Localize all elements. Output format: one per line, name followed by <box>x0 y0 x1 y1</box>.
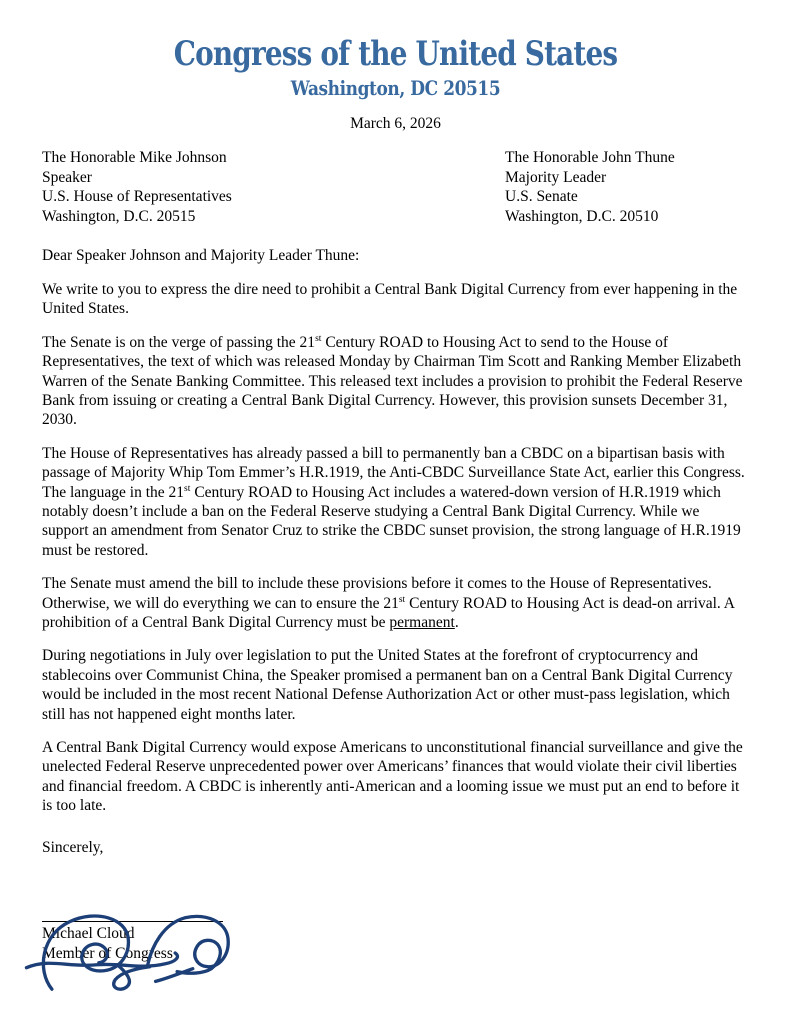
address-line: Speaker <box>42 168 92 186</box>
letterhead-title: Congress of the United States <box>173 34 618 74</box>
text-run: The House of Representatives has already passed a bill to permanently ban a CBDC on a bipartisan basis with passage of Majority Whip Tom Emmer’s H.R.1919, the Anti-CBDC Surveillance State Act, earlier this Congress. The language in the 21 <box>42 444 745 501</box>
text-run: st <box>398 593 406 605</box>
address-line: The Honorable Mike Johnson <box>42 149 227 167</box>
signer-name: Michael Cloud <box>42 925 135 943</box>
text-run: The Senate must amend the bill to include these provisions before it comes to the House of Representatives. Otherwise, we will do everything we can to ensure the 21 <box>42 575 712 612</box>
letter-date: March 6, 2026 <box>350 115 441 133</box>
address-line: Washington, D.C. 20510 <box>505 207 659 225</box>
text-run: During negotiations in July over legislation to put the United States at the forefront of cryptocurrency and stablecoins over Communist China, the Speaker promised a permanent ban on a Central Bank Digital Currency would be included in the most recent National Defense Authorization Act or other must-pass legislation, which still has not happened eight months later. <box>42 647 733 723</box>
recipients <box>42 148 749 226</box>
address-line: U.S. House of Representatives <box>42 188 232 206</box>
text-run: Century ROAD to Housing Act is dead-on arrival. A prohibition of a Central Bank Digital Currency must be <box>42 594 735 631</box>
text-run: We write to you to express the dire need to prohibit a Central Bank Digital Currency from ever happening in the United States. <box>42 280 738 318</box>
text-run: st <box>315 332 322 344</box>
signature-stroke <box>156 969 193 982</box>
address-line: Majority Leader <box>505 168 607 186</box>
text-run: Century ROAD to Housing Act to send to the House of Representatives, the text of which was released Monday by Chairman Tim Scott and Ranking Member Elizabeth Warren of the Senate Banking Committee. This released text includes a provision to prohibit the Federal Reserve Bank from issuing or creating a Central Bank Digital Currency. However, this provision sunsets December 31, 2030. <box>42 333 743 429</box>
letterhead-subtitle: Washington, DC 20515 <box>290 76 501 101</box>
recipient-block-house <box>42 148 505 226</box>
letter-paragraph <box>42 646 749 724</box>
closing: Sincerely, <box>42 838 104 856</box>
text-run: . <box>454 613 459 631</box>
signer-title: Member of Congress <box>42 944 173 962</box>
letter-paragraph <box>42 280 749 319</box>
text-run: Century ROAD to Housing Act includes a watered-down version of H.R.1919 which notably doesn’t include a ban on the Federal Reserve studying a Central Bank Digital Currency. While we support an amendment from Senator Cruz to strike the CBDC sunset provision, the strong language of H.R.1919 must be restored. <box>42 483 741 559</box>
text-run: st <box>184 482 191 494</box>
address-line: The Honorable John Thune <box>505 149 675 167</box>
signature-stroke <box>114 965 150 989</box>
letter-paragraph <box>42 333 749 430</box>
address-line: U.S. Senate <box>505 188 578 206</box>
salutation: Dear Speaker Johnson and Majority Leader Thune: <box>42 247 360 265</box>
text-run: The Senate is on the verge of passing the 21 <box>42 333 316 351</box>
signature-block <box>42 921 749 963</box>
letter-body <box>42 280 749 816</box>
text-run: permanent <box>389 613 455 631</box>
address-line: Washington, D.C. 20515 <box>42 207 196 225</box>
letter-paragraph <box>42 574 749 632</box>
signature-line <box>42 921 223 922</box>
letter-paragraph <box>42 738 749 816</box>
recipient-block-senate <box>505 148 749 226</box>
letter-paragraph <box>42 444 749 560</box>
letterhead <box>42 36 749 99</box>
text-run: A Central Bank Digital Currency would expose Americans to unconstitutional financial surveillance and give the unelected Federal Reserve unprecedented power over Americans’ finances that would violate their civil liberties and financial freedom. A CBDC is inherently anti-American and a looming issue we must put an end to before it is too late. <box>42 739 743 815</box>
